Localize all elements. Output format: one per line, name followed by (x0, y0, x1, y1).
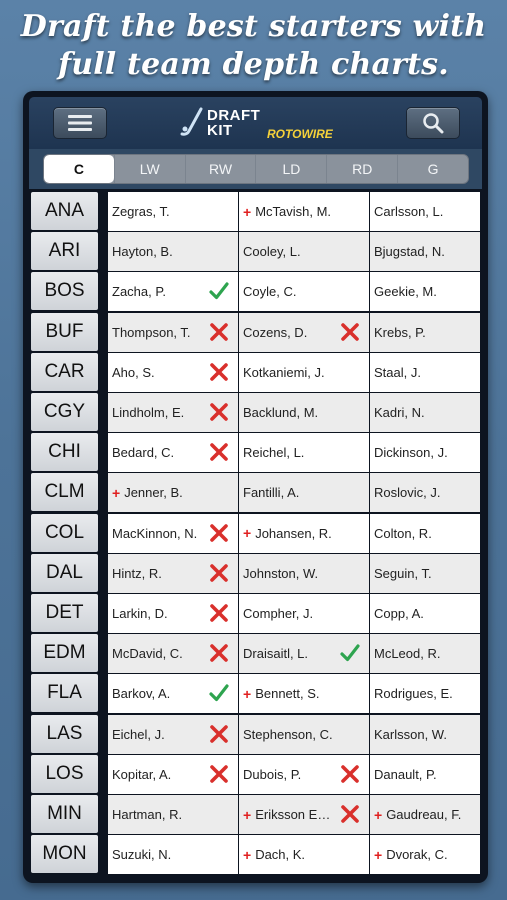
team-button[interactable]: BUF (31, 313, 98, 351)
player-cell[interactable] (108, 835, 238, 874)
team-button[interactable]: DAL (31, 554, 98, 592)
player-cell[interactable] (108, 634, 238, 673)
cross-icon (209, 603, 229, 623)
cross-icon (209, 442, 229, 462)
player-cell[interactable] (239, 313, 369, 352)
player-name: Rodrigues, E. (374, 686, 453, 702)
menu-button[interactable] (53, 107, 107, 139)
player-name: Larkin, D. (112, 606, 168, 621)
player-name: MacKinnon, N. (112, 525, 198, 541)
player-name: Bennett, S. (255, 686, 320, 702)
team-button[interactable]: CAR (31, 353, 98, 391)
player-cell[interactable] (239, 674, 369, 713)
player-name: Zacha, P. (112, 284, 166, 300)
player-cell[interactable] (370, 433, 480, 472)
position-tab-bar (29, 149, 482, 189)
cross-icon (209, 563, 229, 583)
player-name: Copp, A. (374, 606, 424, 621)
player-cell[interactable] (370, 594, 480, 633)
player-name: Fantilli, A. (243, 485, 300, 501)
player-cell[interactable] (370, 835, 480, 874)
player-name: Zegras, T. (112, 204, 170, 219)
divider (98, 754, 108, 794)
cross-icon (209, 764, 229, 784)
team-button[interactable]: CLM (31, 473, 98, 511)
player-name: Compher, J. (243, 606, 314, 621)
headline-line-2: full team depth charts. (58, 47, 449, 82)
divider (98, 392, 108, 432)
player-name: Roslovic, J. (374, 485, 441, 501)
player-cell[interactable] (108, 514, 238, 553)
player-cell[interactable] (108, 353, 238, 392)
team-button[interactable]: FLA (31, 674, 98, 712)
plus-icon: + (243, 846, 252, 863)
table-row (29, 432, 482, 472)
table-row (29, 513, 482, 553)
table-row (29, 352, 482, 392)
player-cell[interactable] (239, 715, 369, 754)
tab-g[interactable]: G (397, 155, 468, 183)
player-cell[interactable] (370, 795, 480, 834)
divider (98, 794, 108, 834)
player-cell[interactable] (108, 715, 238, 754)
tab-lw[interactable]: LW (114, 155, 185, 183)
player-cell[interactable] (370, 272, 480, 311)
player-cell[interactable] (370, 393, 480, 432)
tab-rd[interactable]: RD (326, 155, 397, 183)
player-name: McTavish, M. (255, 204, 332, 219)
player-cell[interactable] (239, 393, 369, 432)
table-row (29, 754, 482, 794)
cross-icon (209, 724, 229, 744)
rotowire-brand: ROTOWIRE (267, 127, 333, 141)
player-name: Staal, J. (374, 364, 421, 380)
plus-icon: + (374, 846, 383, 863)
team-button[interactable]: ARI (31, 232, 98, 270)
player-name: Cozens, D. (243, 324, 308, 340)
team-button[interactable]: CHI (31, 433, 98, 471)
player-name: Bjugstad, N. (374, 244, 445, 260)
player-name: Gaudreau, F. (386, 807, 462, 822)
player-cell[interactable] (239, 232, 369, 271)
check-icon (340, 643, 360, 663)
plus-icon: + (374, 806, 383, 823)
player-name: Karlsson, W. (374, 726, 447, 742)
search-icon (422, 112, 444, 134)
player-cell[interactable] (239, 192, 369, 231)
search-button[interactable] (406, 107, 460, 139)
team-button[interactable]: CGY (31, 393, 98, 431)
tab-rw[interactable]: RW (185, 155, 256, 183)
team-button[interactable]: ANA (31, 192, 98, 230)
team-button[interactable]: LAS (31, 715, 98, 753)
player-name: Hayton, B. (112, 244, 173, 260)
player-name: Johnston, W. (243, 565, 319, 581)
player-name: Danault, P. (374, 766, 437, 782)
table-row (29, 231, 482, 271)
table-row (29, 271, 482, 311)
divider (98, 472, 108, 512)
divider (98, 673, 108, 713)
player-cell[interactable] (108, 594, 238, 633)
logo-kit-text: KIT (207, 122, 233, 139)
table-row (29, 834, 482, 874)
team-button[interactable]: MON (31, 835, 98, 873)
divider (98, 432, 108, 472)
player-cell[interactable] (370, 634, 480, 673)
player-cell[interactable] (370, 554, 480, 593)
divider (98, 271, 108, 311)
player-cell[interactable] (370, 473, 480, 512)
cross-icon (209, 523, 229, 543)
player-name: Hintz, R. (112, 565, 162, 581)
player-cell[interactable] (239, 473, 369, 512)
check-icon (209, 281, 229, 301)
player-cell[interactable] (239, 433, 369, 472)
player-name: Geekie, M. (374, 284, 437, 300)
player-name: Kadri, N. (374, 405, 425, 420)
plus-icon: + (243, 685, 252, 702)
player-name: Draisaitl, L. (243, 646, 309, 662)
divider (98, 352, 108, 392)
table-row (29, 673, 482, 713)
team-button[interactable]: BOS (31, 272, 98, 310)
cross-icon (209, 402, 229, 422)
player-name: Dickinson, J. (374, 445, 448, 461)
headline (0, 8, 507, 84)
player-name: Barkov, A. (112, 686, 171, 702)
player-cell[interactable] (108, 393, 238, 432)
tab-c[interactable]: C (44, 155, 114, 183)
player-name: Coyle, C. (243, 284, 297, 300)
table-row (29, 472, 482, 512)
table-row (29, 553, 482, 593)
player-cell[interactable] (370, 192, 480, 231)
plus-icon: + (243, 806, 252, 823)
table-row (29, 633, 482, 673)
player-name: Jenner, B. (124, 485, 183, 501)
team-button[interactable]: COL (31, 514, 98, 552)
player-cell[interactable] (239, 353, 369, 392)
player-name: Eichel, J. (112, 726, 165, 742)
player-name: Seguin, T. (374, 565, 432, 581)
team-button[interactable]: EDM (31, 634, 98, 672)
player-name: Dach, K. (255, 847, 306, 863)
cross-icon (209, 362, 229, 382)
player-name: McLeod, R. (374, 646, 441, 662)
divider (98, 191, 108, 231)
player-cell[interactable] (239, 514, 369, 553)
table-row (29, 714, 482, 754)
player-name: Cooley, L. (243, 244, 301, 260)
team-button[interactable]: DET (31, 594, 98, 632)
divider (98, 633, 108, 673)
cross-icon (209, 643, 229, 663)
player-name: Bedard, C. (112, 445, 175, 461)
cross-icon (340, 764, 360, 784)
player-cell[interactable] (108, 232, 238, 271)
player-name: McDavid, C. (112, 646, 183, 662)
cross-icon (340, 804, 360, 824)
player-name: Thompson, T. (112, 324, 191, 340)
player-cell[interactable] (239, 634, 369, 673)
player-cell[interactable] (108, 554, 238, 593)
table-row (29, 312, 482, 352)
divider (98, 231, 108, 271)
player-cell[interactable] (108, 433, 238, 472)
table-row (29, 794, 482, 834)
player-cell[interactable] (370, 755, 480, 794)
player-cell[interactable] (370, 353, 480, 392)
player-cell[interactable] (370, 514, 480, 553)
player-name: Backlund, M. (243, 405, 319, 420)
player-cell[interactable] (108, 192, 238, 231)
divider (98, 513, 108, 553)
table-row (29, 392, 482, 432)
player-name: Hartman, R. (112, 807, 183, 822)
player-cell[interactable] (108, 313, 238, 352)
player-cell[interactable] (108, 674, 238, 713)
player-cell[interactable] (239, 272, 369, 311)
player-cell[interactable] (370, 313, 480, 352)
tab-ld[interactable]: LD (255, 155, 326, 183)
plus-icon: + (243, 203, 252, 220)
cross-icon (340, 322, 360, 342)
player-cell[interactable] (239, 755, 369, 794)
divider (98, 312, 108, 352)
player-name: Colton, R. (374, 525, 432, 541)
table-row (29, 191, 482, 231)
cross-icon (209, 322, 229, 342)
divider (98, 714, 108, 754)
player-cell[interactable] (370, 715, 480, 754)
headline-line-1: Draft the best starters with (20, 9, 487, 44)
draft-kit-logo (179, 105, 349, 143)
player-cell[interactable] (370, 674, 480, 713)
player-name: Stephenson, C. (243, 726, 333, 742)
player-name: Dvorak, C. (386, 847, 448, 863)
player-cell[interactable] (108, 473, 238, 512)
check-icon (209, 683, 229, 703)
player-name: Aho, S. (112, 364, 155, 380)
team-button[interactable]: LOS (31, 755, 98, 793)
player-cell[interactable] (239, 835, 369, 874)
divider (98, 593, 108, 633)
player-cell[interactable] (239, 594, 369, 633)
player-cell[interactable] (108, 795, 238, 834)
app-frame (23, 91, 488, 883)
player-cell[interactable] (239, 554, 369, 593)
player-name: Kopitar, A. (112, 766, 172, 782)
player-name: Lindholm, E. (112, 405, 185, 420)
player-name: Krebs, P. (374, 324, 426, 340)
hamburger-menu-icon (68, 114, 92, 132)
player-cell[interactable] (108, 272, 238, 311)
logo-draft-text: DRAFT (207, 107, 261, 124)
table-row (29, 593, 482, 633)
top-bar (29, 97, 482, 149)
divider (98, 834, 108, 874)
depth-chart-table (29, 191, 482, 875)
player-name: Kotkaniemi, J. (243, 364, 325, 380)
plus-icon: + (243, 525, 252, 542)
player-name: Carlsson, L. (374, 204, 444, 219)
team-button[interactable]: MIN (31, 795, 98, 833)
player-name: Dubois, P. (243, 766, 302, 782)
hockey-stick-icon (179, 107, 207, 141)
player-cell[interactable] (370, 232, 480, 271)
player-name: Eriksson E… (255, 807, 331, 822)
divider (98, 553, 108, 593)
player-cell[interactable] (239, 795, 369, 834)
plus-icon: + (112, 484, 121, 501)
player-name: Suzuki, N. (112, 847, 172, 863)
player-name: Reichel, L. (243, 445, 305, 461)
position-tabs (43, 154, 469, 184)
player-cell[interactable] (108, 755, 238, 794)
player-name: Johansen, R. (255, 525, 332, 541)
